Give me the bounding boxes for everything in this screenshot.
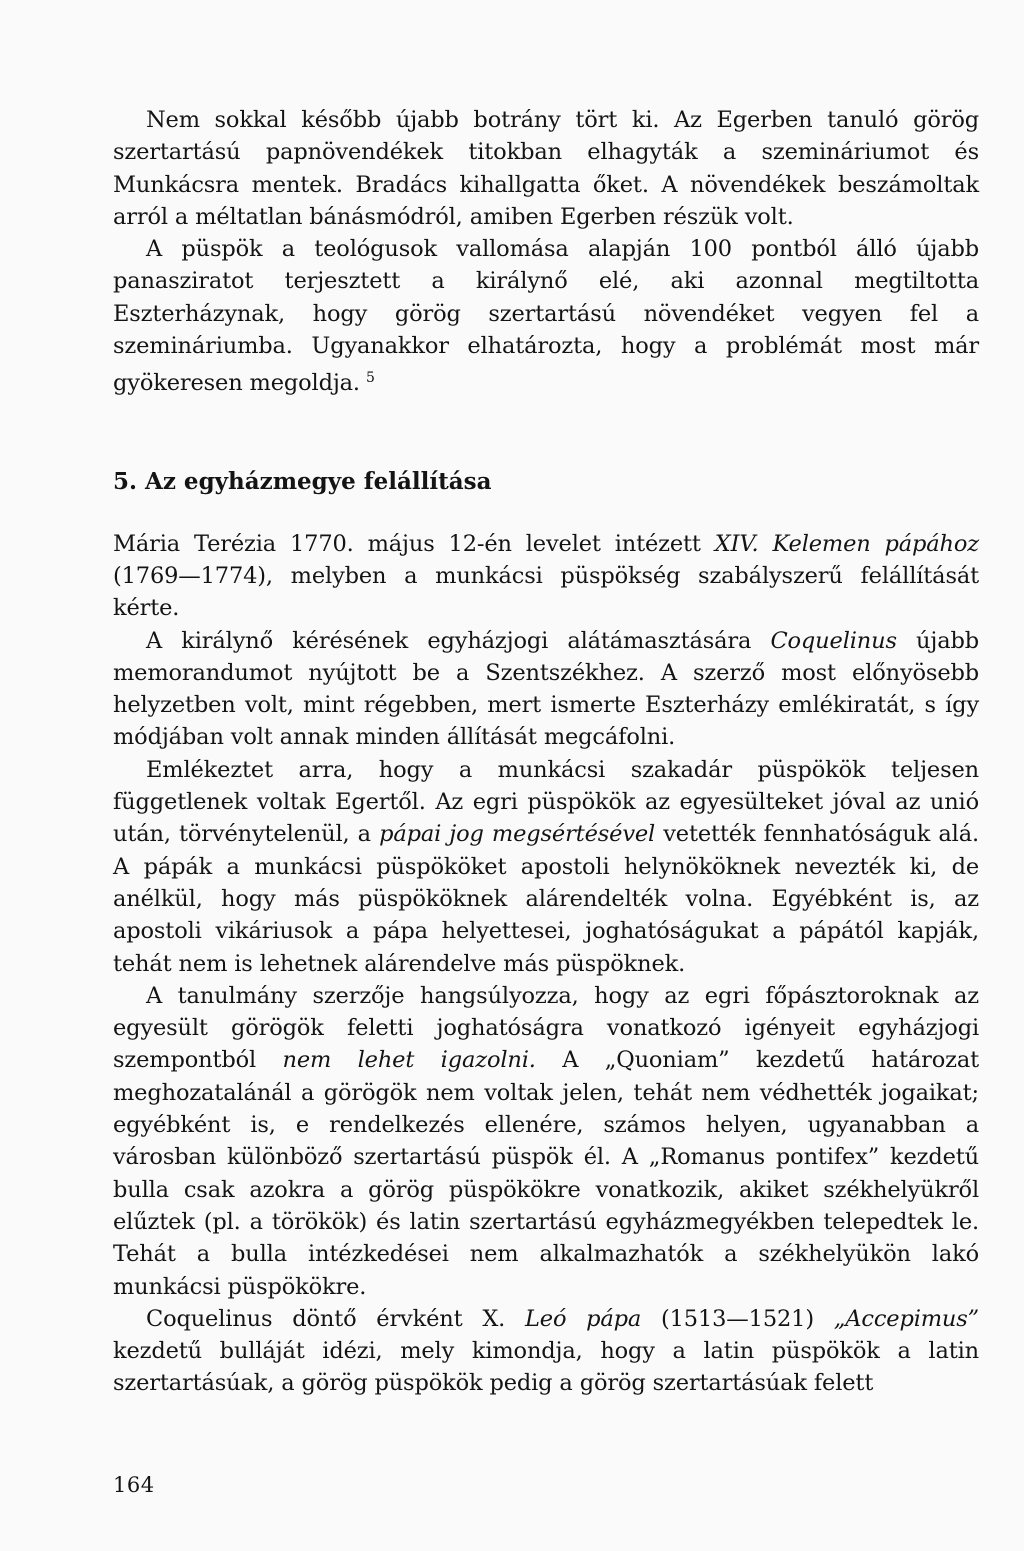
section-heading: 5. Az egyházmegye felállítása [113, 467, 492, 495]
paragraph-2 [113, 233, 979, 399]
footnote-marker[interactable]: 5 [365, 370, 375, 387]
paragraph-6-text-a: A tanulmány szerzője hangsúlyozza, hogy az egri főpásztoroknak az egyesült görögök feletti joghatóságra vonatkozó igényeit egyházjogi szempontból [113, 982, 979, 1074]
paragraph-4 [113, 625, 979, 754]
paragraph-1: Nem sokkal később újabb botrány tört ki. Az Egerben tanuló görög szertartású papnövendékek titokban elhagyták a szemináriumot és Munkácsra mentek. Bradács kihallgatta őket. A növendékek beszámoltak arról a méltatlan bánásmódról, amiben Egerben részük volt. [113, 107, 979, 230]
paragraph-5-italic: pápai jog megsértésével [379, 821, 656, 848]
paragraph-6 [113, 980, 979, 1303]
paragraph-7-italic-2: „Accepimus” [833, 1305, 980, 1332]
paragraph-6-text-b: A „Quoniam” kezdetű határozat meghozatalánál a görögök nem voltak jelen, tehát nem védhették jogaikat; egyébként is, e rendelkezés ellenére, számos helyen, ugyanabban a városban különböző szertartású püspök él. A „Romanus pontifex” kezdetű bulla csak azokra a görög püspökökre vonatkozik, akiket székhelyükről elűztek (pl. a törökök) és latin szertartású egyházmegyékben telepedtek le. Tehát a bulla intézkedései nem alkalmazhatók a székhelyükön lakó munkácsi püspökökre. [113, 1047, 980, 1300]
paragraph-4-text-a: A királynő kérésének egyházjogi alátámasztására [146, 627, 771, 654]
paragraph-5-text-a: Emlékeztet arra, hogy a munkácsi szakadár püspökök teljesen függetlenek voltak Egertől. Az egri püspökök az egyesülteket jóval az unió után, törvénytelenül, a [113, 756, 979, 848]
paragraph-7-text-b: (1513—1521) [641, 1305, 834, 1332]
paragraph-7-text-a: Coquelinus döntő érvként X. [146, 1305, 525, 1332]
paragraph-4-text-b: újabb memorandumot nyújtott be a Szentszékhez. A szerző most előnyösebb helyzetben volt, mint régebben, mert ismerte Eszterházy emlékiratát, s így módjában volt annak minden állítását megcáfolni. [113, 627, 979, 751]
paragraph-3-italic: XIV. Kelemen pápához [714, 530, 980, 557]
paragraph-6-italic: nem lehet igazolni. [282, 1047, 536, 1074]
paragraph-3-text-b: (1769—1774), melyben a munkácsi püspökség szabályszerű felállítását kérte. [113, 562, 979, 622]
paragraph-7 [113, 1303, 979, 1400]
page-number: 164 [113, 1473, 155, 1497]
paragraph-5 [113, 754, 979, 980]
paragraph-5-text-b: vetették fennhatóságuk alá. A pápák a munkácsi püspököket apostoli helynököknek nevezték ki, de anélkül, hogy más püspököknek alárendelték volna. Egyébként is, az apostoli vikáriusok a pápa helyettesei, joghatóságukat a pápától kapják, tehát nem is lehetnek alárendelve más püspöknek. [113, 821, 979, 977]
paragraph-3-text-a: Mária Terézia 1770. május 12-én levelet intézett [113, 530, 715, 557]
page-text [113, 104, 979, 1400]
paragraph-3 [113, 528, 979, 625]
paragraph-7-italic-1: Leó pápa [525, 1305, 642, 1332]
paragraph-2-text: A püspök a teológusok vallomása alapján 100 pontból álló újabb panasziratot terjesztett a királynő elé, aki azonnal megtiltotta Eszterházynak, hogy görög szertartású növendéket vegyen fel a szemináriumba. Ugyanakkor elhatározta, hogy a problémát most már gyökeresen megoldja. [113, 236, 979, 397]
paragraph-4-italic: Coquelinus [770, 627, 897, 654]
paragraph-7-text-c: kezdetű bulláját idézi, mely kimondja, hogy a latin püspökök a latin szertartásúak, a görög püspökök pedig a görög szertartásúak felett [113, 1338, 979, 1397]
